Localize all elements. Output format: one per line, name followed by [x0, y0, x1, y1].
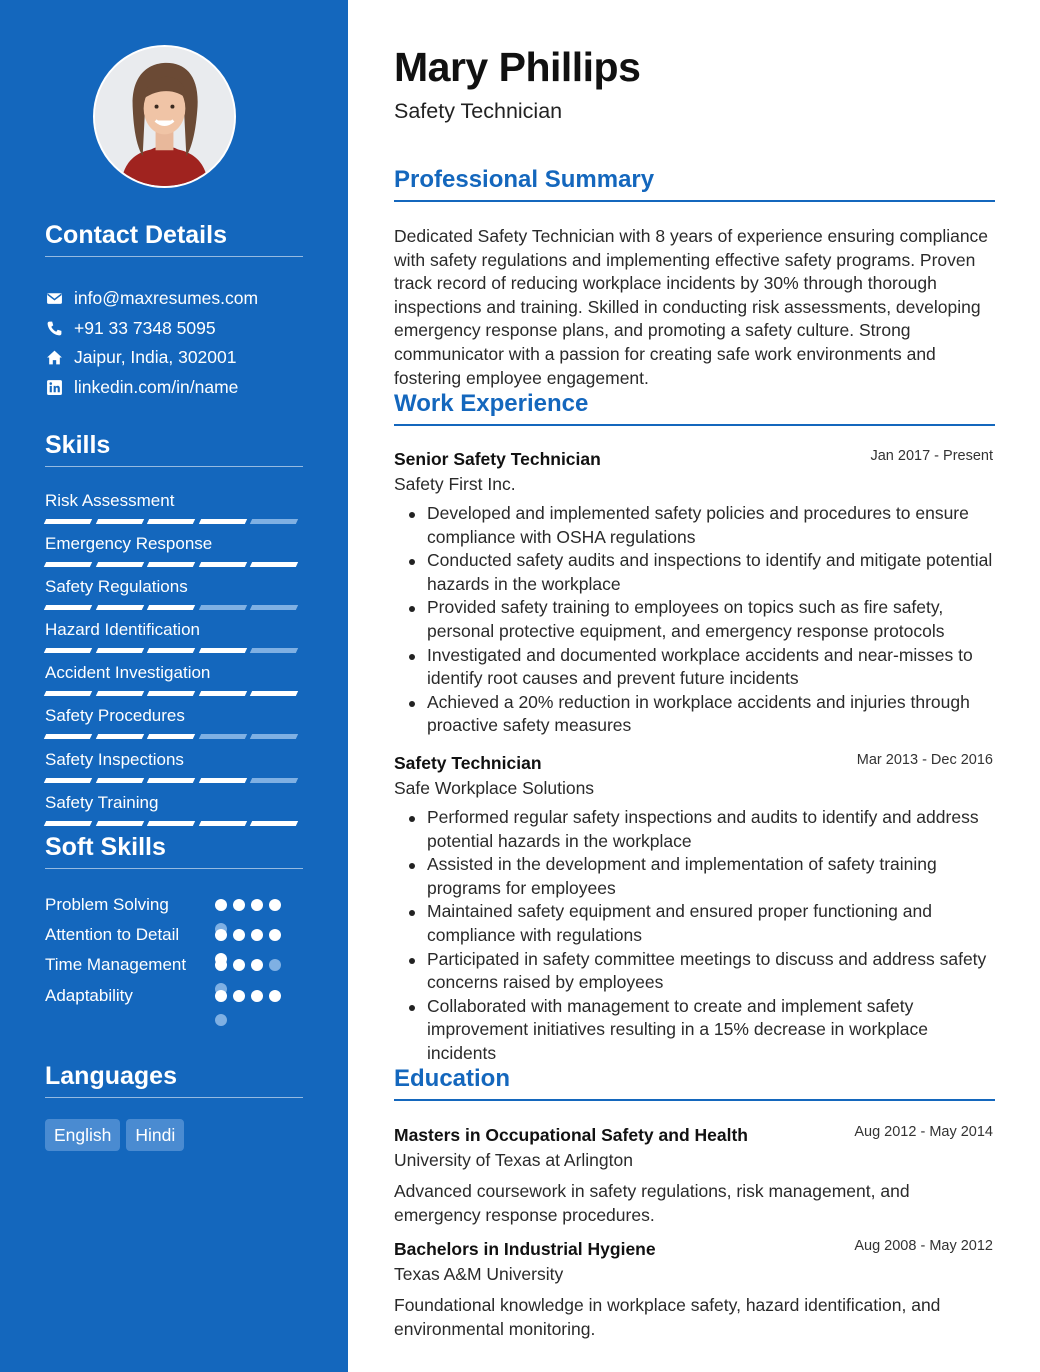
soft-skill-name: Adaptability: [45, 986, 133, 1005]
contact-phone-text: +91 33 7348 5095: [74, 317, 216, 338]
candidate-name: Mary Phillips: [394, 44, 641, 90]
language-chip: English: [45, 1119, 120, 1151]
skill-rating-bar: [45, 778, 301, 783]
rating-segment: [250, 519, 298, 524]
soft-skill-name: Attention to Detail: [45, 925, 180, 944]
skill-rating-bar: [45, 519, 301, 524]
education-description: Foundational knowledge in workplace safety, hazard identification, and environmental monitoring.: [394, 1295, 941, 1339]
rating-segment: [44, 648, 92, 653]
bullet-item: Provided safety training to employees on topics such as fire safety, personal protective equipment, and emergency response protocols: [394, 596, 995, 643]
bullet-item: Developed and implemented safety policies and procedures to ensure compliance with OSHA regulations: [394, 502, 995, 549]
candidate-title: Safety Technician: [394, 99, 563, 123]
rating-dot: [215, 990, 227, 1002]
soft-skills-list: [45, 893, 295, 1008]
rating-dot: [215, 929, 227, 941]
job-entry: [394, 448, 995, 738]
rating-segment: [44, 605, 92, 610]
languages-heading: Languages: [45, 1062, 303, 1098]
bullet-item: Assisted in the development and implementation of safety training programs for employees: [394, 853, 995, 900]
rating-segment: [95, 562, 143, 567]
rating-segment: [199, 778, 247, 783]
skill-name: Emergency Response: [45, 534, 213, 554]
soft-skill-name: Time Management: [45, 955, 187, 974]
rating-segment: [147, 691, 195, 696]
rating-segment: [95, 778, 143, 783]
skills-list: [45, 490, 301, 835]
skill-name: Safety Regulations: [45, 577, 188, 597]
home-icon: [45, 349, 64, 366]
skills-heading: Skills: [45, 431, 303, 467]
rating-dot: [233, 899, 245, 911]
job-dates: Jan 2017 - Present: [870, 448, 993, 464]
soft-skill-item: [45, 923, 295, 947]
rating-segment: [199, 648, 247, 653]
rating-segment: [147, 778, 195, 783]
contact-linkedin[interactable]: [45, 373, 303, 403]
skill-item: [45, 662, 301, 705]
rating-segment: [147, 562, 195, 567]
bullet-item: Participated in safety committee meetings to discuss and address safety concerns raised by employees: [394, 948, 995, 995]
contact-heading: Contact Details: [45, 221, 303, 257]
rating-segment: [44, 778, 92, 783]
rating-dot: [215, 1014, 227, 1026]
rating-segment: [147, 648, 195, 653]
skill-item: [45, 619, 301, 662]
rating-segment: [199, 734, 247, 739]
education-dates: Aug 2008 - May 2012: [854, 1238, 993, 1254]
skill-rating-bar: [45, 734, 301, 739]
contact-location-text: Jaipur, India, 302001: [74, 347, 237, 368]
rating-segment: [250, 821, 298, 826]
education-entry: [394, 1238, 995, 1341]
education-heading: Education: [394, 1065, 995, 1101]
rating-segment: [250, 605, 298, 610]
contact-list: [45, 284, 303, 402]
skill-item: [45, 792, 301, 835]
job-bullets: [394, 806, 995, 1066]
skill-item: [45, 749, 301, 792]
sidebar: [0, 0, 348, 1372]
soft-skill-item: [45, 953, 295, 977]
rating-dot: [233, 959, 245, 971]
rating-dot: [215, 959, 227, 971]
rating-segment: [95, 691, 143, 696]
soft-skill-name: Problem Solving: [45, 895, 169, 914]
rating-segment: [44, 519, 92, 524]
skill-name: Hazard Identification: [45, 620, 200, 640]
bullet-item: Conducted safety audits and inspections to identify and mitigate potential hazards in the workplace: [394, 549, 995, 596]
skill-rating-bar: [45, 648, 301, 653]
work-experience-heading: Work Experience: [394, 390, 995, 426]
skill-rating-bar: [45, 691, 301, 696]
rating-segment: [95, 605, 143, 610]
rating-segment: [199, 691, 247, 696]
rating-segment: [199, 821, 247, 826]
skill-rating-bar: [45, 605, 301, 610]
rating-segment: [95, 821, 143, 826]
rating-segment: [44, 734, 92, 739]
bullet-item: Maintained safety equipment and ensured proper functioning and compliance with regulations: [394, 900, 995, 947]
skill-name: Safety Inspections: [45, 749, 184, 769]
job-company: Safe Workplace Solutions: [394, 778, 595, 798]
skill-name: Safety Procedures: [45, 706, 185, 726]
rating-segment: [250, 778, 298, 783]
language-chip: Hindi: [126, 1119, 184, 1151]
rating-dot: [269, 929, 281, 941]
bullet-item: Investigated and documented workplace accidents and near-misses to identify root causes and prevent future incidents: [394, 644, 995, 691]
job-dates: Mar 2013 - Dec 2016: [856, 752, 993, 768]
school-name: Texas A&M University: [394, 1264, 564, 1284]
portrait-image: [95, 47, 234, 186]
contact-location: [45, 343, 303, 373]
rating-segment: [44, 691, 92, 696]
rating-dot: [215, 899, 227, 911]
rating-segment: [95, 648, 143, 653]
summary-heading: Professional Summary: [394, 166, 995, 202]
rating-segment: [199, 519, 247, 524]
job-bullets: [394, 502, 995, 738]
skill-rating-bar: [45, 562, 301, 567]
envelope-icon: [45, 290, 64, 307]
rating-dot: [269, 959, 281, 971]
soft-skill-rating: [215, 990, 287, 1026]
rating-dot: [251, 929, 263, 941]
rating-dot: [233, 990, 245, 1002]
degree-name: Bachelors in Industrial Hygiene: [394, 1239, 656, 1259]
rating-segment: [44, 821, 92, 826]
job-company: Safety First Inc.: [394, 474, 516, 494]
contact-phone[interactable]: [45, 314, 303, 344]
rating-dot: [251, 990, 263, 1002]
education-entry: [394, 1124, 995, 1227]
rating-segment: [199, 562, 247, 567]
skill-name: Safety Training: [45, 792, 159, 812]
rating-segment: [95, 519, 143, 524]
rating-dot: [251, 959, 263, 971]
rating-segment: [95, 734, 143, 739]
education-dates: Aug 2012 - May 2014: [854, 1124, 993, 1140]
rating-dot: [269, 899, 281, 911]
skill-item: [45, 533, 301, 576]
skill-name: Accident Investigation: [45, 663, 211, 683]
summary-text: Dedicated Safety Technician with 8 years of experience ensuring compliance with safety regulations and implementing effective safety programs. Proven track record of reducing workplace incidents by 30% through thorough inspections and training. Skilled in conducting risk assessments, developing emergency response plans, and promoting a safety culture. Strong communicator with a passion for creating safe work environments and fostering employee engagement.: [394, 226, 989, 388]
rating-segment: [147, 605, 195, 610]
rating-segment: [147, 519, 195, 524]
contact-email-text: info@maxresumes.com: [74, 288, 259, 309]
education-description: Advanced coursework in safety regulations, risk management, and emergency response procedures.: [394, 1181, 910, 1225]
skill-name: Risk Assessment: [45, 491, 175, 510]
bullet-item: Collaborated with management to create and implement safety improvement initiatives resulting in a 15% decrease in workplace incidents: [394, 995, 995, 1066]
rating-segment: [147, 734, 195, 739]
job-role: Senior Safety Technician: [394, 449, 601, 469]
job-entry: [394, 752, 995, 1066]
linkedin-icon: [45, 379, 64, 396]
soft-skills-heading: Soft Skills: [45, 833, 303, 869]
bullet-item: Performed regular safety inspections and audits to identify and address potential hazards in the workplace: [394, 806, 995, 853]
rating-segment: [147, 821, 195, 826]
job-role: Safety Technician: [394, 753, 542, 773]
rating-dot: [269, 990, 281, 1002]
phone-icon: [45, 320, 64, 337]
profile-photo: [93, 45, 236, 188]
skill-item: [45, 576, 301, 619]
rating-segment: [44, 562, 92, 567]
contact-linkedin-text: linkedin.com/in/name: [74, 377, 239, 398]
soft-skill-item: [45, 984, 295, 1008]
rating-segment: [250, 734, 298, 739]
rating-segment: [250, 691, 298, 696]
rating-segment: [250, 562, 298, 567]
skill-item: [45, 705, 301, 748]
school-name: University of Texas at Arlington: [394, 1150, 633, 1170]
rating-dot: [251, 899, 263, 911]
skill-item: [45, 490, 301, 533]
rating-dot: [233, 929, 245, 941]
rating-segment: [199, 605, 247, 610]
rating-segment: [250, 648, 298, 653]
languages-list: [45, 1119, 184, 1151]
soft-skill-item: [45, 893, 295, 917]
degree-name: Masters in Occupational Safety and Health: [394, 1125, 748, 1145]
contact-email[interactable]: [45, 284, 303, 314]
skill-rating-bar: [45, 821, 301, 826]
bullet-item: Achieved a 20% reduction in workplace accidents and injuries through proactive safety measures: [394, 691, 995, 738]
